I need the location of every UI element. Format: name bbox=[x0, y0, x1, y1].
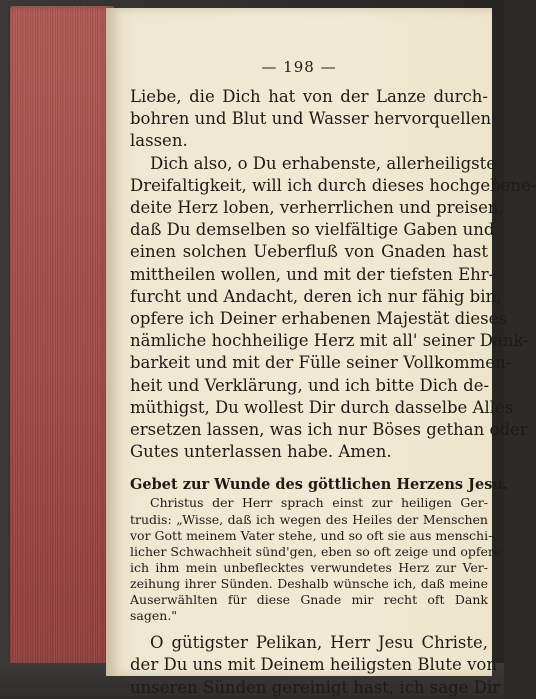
small-paragraph bbox=[130, 495, 502, 624]
text-line: der Du uns mit Deinem heiligsten Blute von bbox=[130, 655, 497, 675]
text-line: sagen." bbox=[130, 608, 178, 624]
prayer-heading: Gebet zur Wunde des göttlichen Herzens Jesu. bbox=[130, 476, 508, 494]
text-line: deite Herz loben, verherrlichen und preisen, bbox=[130, 198, 504, 218]
text-line: unseren Sünden gereinigt hast, ich sage Dir bbox=[130, 677, 501, 697]
text-line: Dreifaltigkeit, will ich durch dieses hochgebene- bbox=[130, 175, 536, 195]
text-line: Christus der Herr sprach einst zur heiligen Ger- bbox=[150, 495, 488, 511]
text-line: ersetzen lassen, was ich nur Böses gethan oder bbox=[130, 420, 528, 440]
text-line: licher Schwachheit sünd'gen, eben so oft zeige und opfere bbox=[130, 543, 502, 559]
page-body bbox=[130, 86, 536, 699]
text-line: vor Gott meinem Vater stehe, und so oft sie aus menschi- bbox=[130, 527, 493, 543]
text-line: bohren und Blut und Wasser hervorquellen bbox=[130, 109, 492, 129]
text-line: O gütigster Pelikan, Herr Jesu Christe, bbox=[150, 633, 488, 653]
text-line: einen solchen Ueberfluß von Gnaden hast bbox=[130, 242, 488, 262]
page-edges bbox=[10, 6, 114, 676]
paragraph-2 bbox=[130, 153, 536, 464]
book-page bbox=[106, 8, 536, 697]
text-line: Gutes unterlassen habe. Amen. bbox=[130, 442, 392, 462]
text-line: Liebe, die Dich hat von der Lanze durch- bbox=[130, 87, 488, 106]
text-line: mittheilen wollen, und mit der tiefsten Ehr- bbox=[130, 264, 495, 284]
text-line: zeihung ihrer Sünden. Deshalb wünsche ich, daß meine bbox=[130, 575, 488, 591]
text-line: ich ihm mein unbeflecktes verwundetes Herz zur Ver- bbox=[130, 559, 488, 575]
text-line: furcht und Andacht, deren ich nur fähig bin, bbox=[130, 286, 502, 306]
text-line: lassen. bbox=[130, 131, 188, 151]
text-line: heit und Verklärung, und ich bitte Dich de- bbox=[130, 375, 490, 395]
spacer bbox=[130, 624, 488, 632]
page-number: — 198 — bbox=[261, 58, 337, 76]
text-line: barkeit und mit der Fülle seiner Vollkommen- bbox=[130, 353, 512, 373]
text-line: müthigst, Du wollest Dir durch dasselbe Alles bbox=[130, 397, 514, 417]
text-line: trudis: „Wisse, daß ich wegen des Heiles der Menschen bbox=[130, 511, 488, 527]
paragraph-1 bbox=[130, 86, 492, 153]
text-line: daß Du demselben so vielfältige Gaben und bbox=[130, 220, 495, 240]
text-line: opfere ich Deiner erhabenen Majestät dieses bbox=[130, 309, 507, 329]
text-line: nämliche hochheilige Herz mit all' seiner Dank- bbox=[130, 331, 529, 351]
text-line: Dich also, o Du erhabenste, allerheiligste bbox=[150, 153, 497, 173]
paragraph-3 bbox=[130, 632, 501, 699]
text-line: Auserwählten für diese Gnade mir recht oft Dank bbox=[130, 592, 488, 608]
